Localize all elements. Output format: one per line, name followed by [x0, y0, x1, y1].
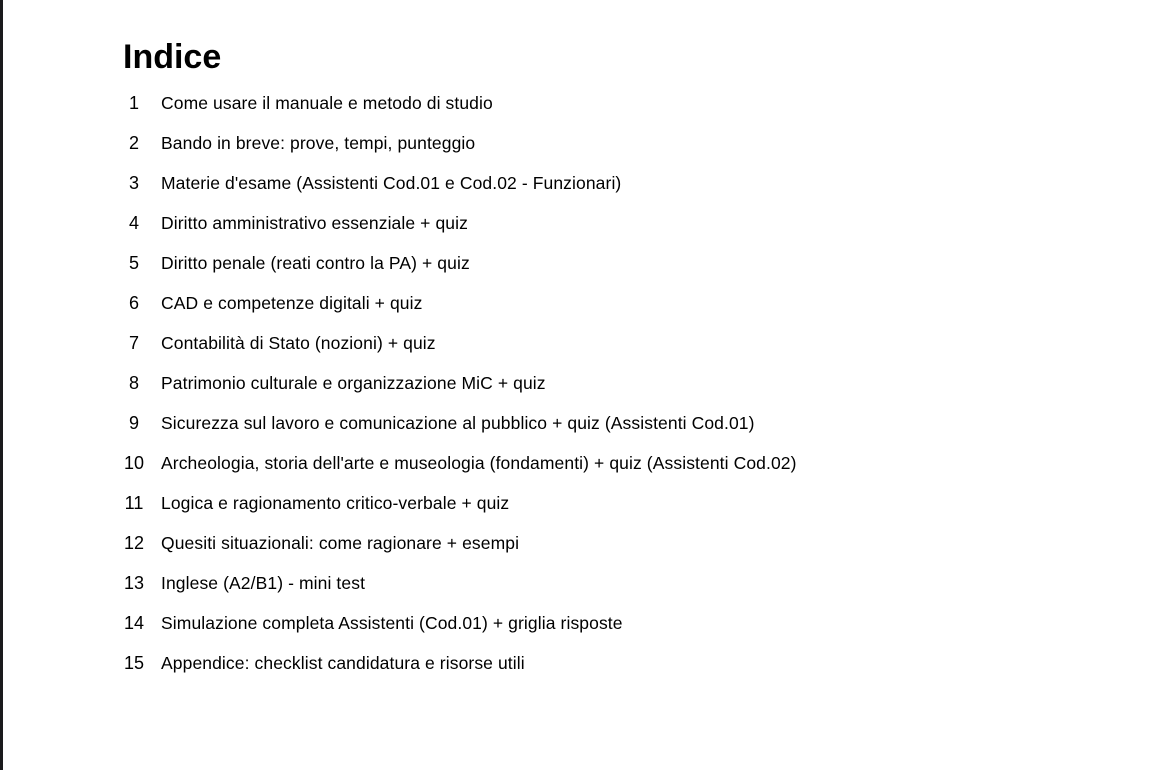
page-content [121, 38, 1101, 683]
toc-item-label: Quesiti situazionali: come ragionare + esempi [161, 533, 520, 553]
toc-item-label: Diritto amministrativo essenziale + quiz [161, 213, 468, 233]
toc-item [121, 83, 1101, 123]
toc-item [121, 363, 1101, 403]
page-title: Indice [123, 38, 222, 76]
toc-item [121, 563, 1101, 603]
toc-item-label: Come usare il manuale e metodo di studio [161, 93, 493, 113]
toc-list [121, 83, 1101, 683]
toc-item-label: Logica e ragionamento critico-verbale + quiz [161, 493, 510, 513]
toc-item [121, 283, 1101, 323]
toc-item-label: Sicurezza sul lavoro e comunicazione al pubblico + quiz (Assistenti Cod.01) [161, 413, 755, 433]
toc-item [121, 523, 1101, 563]
toc-item-number: 2 [128, 133, 139, 153]
toc-item-label: Patrimonio culturale e organizzazione MiC + quiz [161, 373, 546, 393]
toc-item [121, 403, 1101, 443]
toc-item-number: 14 [123, 613, 145, 633]
toc-item-label: Diritto penale (reati contro la PA) + quiz [161, 253, 470, 273]
toc-item-number: 3 [128, 173, 139, 193]
toc-item-number: 12 [123, 533, 145, 553]
toc-item-number: 15 [123, 653, 145, 673]
toc-item-number: 13 [123, 573, 145, 593]
toc-item [121, 203, 1101, 243]
toc-item-label: Contabilità di Stato (nozioni) + quiz [161, 333, 436, 353]
toc-item-number: 6 [128, 293, 139, 313]
toc-item-number: 7 [128, 333, 139, 353]
toc-item [121, 243, 1101, 283]
toc-item-number: 4 [128, 213, 139, 233]
toc-item-label: Archeologia, storia dell'arte e museologia (fondamenti) + quiz (Assistenti Cod.02) [161, 453, 797, 473]
toc-item [121, 443, 1101, 483]
toc-item-number: 1 [128, 93, 139, 113]
toc-item-number: 10 [123, 453, 145, 473]
toc-item [121, 483, 1101, 523]
toc-item-number: 5 [128, 253, 139, 273]
toc-item-label: Bando in breve: prove, tempi, punteggio [161, 133, 476, 153]
page-left-edge-line [0, 0, 3, 770]
toc-item [121, 123, 1101, 163]
toc-item-label: Inglese (A2/B1) - mini test [161, 573, 366, 593]
toc-item-label: CAD e competenze digitali + quiz [161, 293, 423, 313]
toc-item-number: 9 [128, 413, 139, 433]
toc-item-label: Simulazione completa Assistenti (Cod.01) + griglia risposte [161, 613, 623, 633]
toc-item-label: Appendice: checklist candidatura e risorse utili [161, 653, 525, 673]
toc-item-number: 8 [128, 373, 139, 393]
toc-item [121, 163, 1101, 203]
toc-item [121, 323, 1101, 363]
toc-item-number: 11 [124, 493, 144, 513]
toc-item [121, 603, 1101, 643]
toc-item-label: Materie d'esame (Assistenti Cod.01 e Cod.02 - Funzionari) [161, 173, 622, 193]
toc-item [121, 643, 1101, 683]
